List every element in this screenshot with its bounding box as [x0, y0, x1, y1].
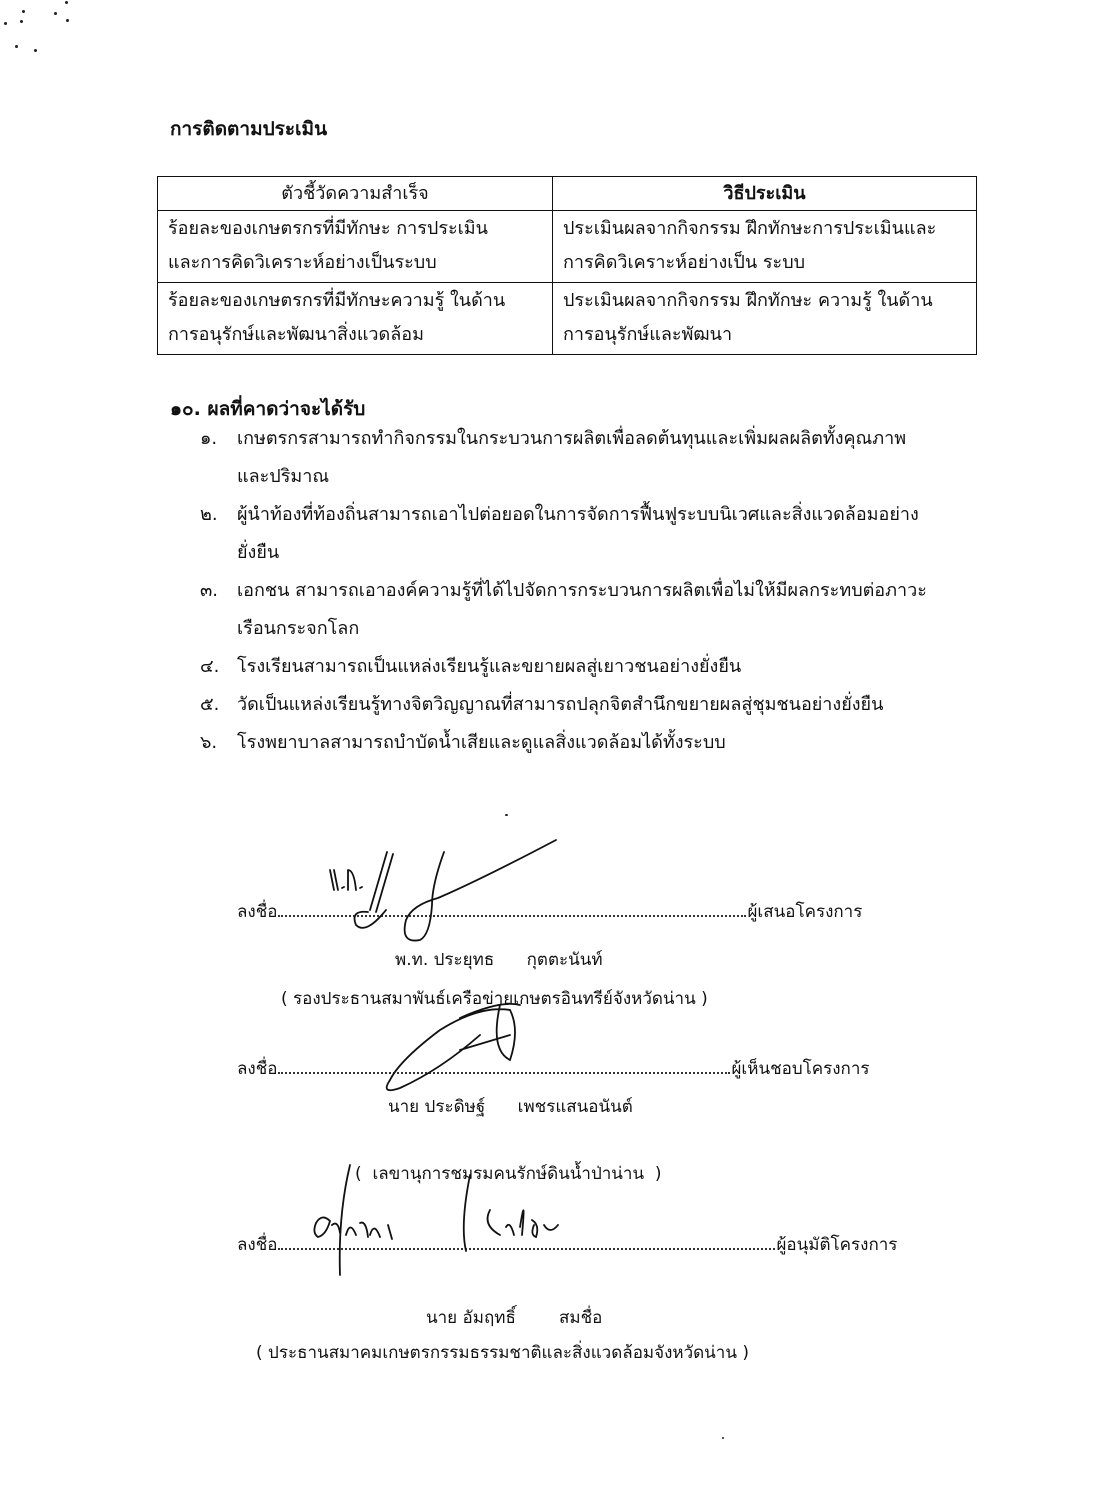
item-number: ๒. — [200, 504, 218, 525]
handwritten-signature-3 — [310, 1165, 610, 1295]
cell-line: ร้อยละของเกษตรกรที่มีทักษะ การประเมิน — [168, 218, 488, 239]
indicator-cell — [158, 283, 553, 355]
table-header-row — [158, 177, 977, 211]
signer-position: ( ประธานสมาคมเกษตรกรรมธรรมชาติและสิ่งแวดล้อมจังหวัดน่าน ) — [256, 1343, 749, 1363]
method-cell — [553, 283, 977, 355]
item-number: ๑. — [200, 428, 218, 449]
handwritten-signature-2 — [360, 990, 580, 1100]
method-cell — [553, 211, 977, 283]
scan-artifact — [722, 1437, 724, 1439]
signer-name: นาย อัมฤทธิ์ สมชื่อ — [426, 1308, 603, 1328]
cell-line: และการคิดวิเคราะห์อย่างเป็นระบบ — [168, 252, 437, 273]
column-header-method: วิธีประเมิน — [553, 177, 977, 211]
section-title-evaluation: การติดตามประเมิน — [170, 118, 328, 140]
indicator-cell — [158, 211, 553, 283]
table-row — [158, 283, 977, 355]
result-item — [200, 686, 980, 724]
handwritten-signature-1 — [320, 840, 580, 950]
signer-role: ผู้เสนอโครงการ — [747, 902, 863, 922]
item-line: โรงพยาบาลสามารถบำบัดน้ำเสียและดูแลสิ่งแวดล้อมได้ทั้งระบบ — [237, 732, 726, 753]
signer-position: ( เลขานุการชมรมคนรักษ์ดินน้ำป่าน่าน ) — [355, 1164, 662, 1184]
signer-role: ผู้เห็นชอบโครงการ — [731, 1059, 870, 1079]
item-number: ๕. — [200, 694, 220, 715]
item-number: ๖. — [200, 732, 218, 753]
cell-line: ประเมินผลจากกิจกรรม ฝึกทักษะการประเมินและ — [563, 218, 937, 239]
section-heading-expected-results: ๑๐. ผลที่คาดว่าจะได้รับ — [170, 398, 366, 420]
signer-name: นาย ประดิษฐ์ เพชรแสนอนันต์ — [388, 1097, 633, 1117]
item-line: เรือนกระจกโลก — [237, 618, 360, 639]
signer-role: ผู้อนุมัติโครงการ — [776, 1235, 898, 1255]
cell-line: การอนุรักษ์และพัฒนา — [563, 324, 733, 345]
result-item — [200, 572, 980, 648]
item-line: วัดเป็นแหล่งเรียนรู้ทางจิตวิญญาณที่สามารถปลุกจิตสำนึกขยายผลสู่ชุมชนอย่างยั่งยืน — [237, 694, 884, 715]
item-line: และปริมาณ — [237, 466, 330, 487]
sign-label: ลงชื่อ — [237, 1235, 278, 1255]
scan-artifact — [505, 814, 508, 816]
item-line: ยั่งยืน — [237, 542, 280, 563]
item-line: เกษตรกรสามารถทำกิจกรรมในกระบวนการผลิตเพื่อลดต้นทุนและเพิ่มผลผลิตทั้งคุณภาพ — [237, 428, 907, 449]
cell-line: ประเมินผลจากกิจกรรม ฝึกทักษะ ความรู้ ในด้าน — [563, 290, 933, 311]
item-line: ผู้นำท้องที่ท้องถิ่นสามารถเอาไปต่อยอดในการจัดการฟื้นฟูระบบนิเวศและสิ่งแวดล้อมอย่าง — [237, 504, 919, 525]
result-item — [200, 648, 980, 686]
signer-position: ( รองประธานสมาพันธ์เครือข่ายเกษตรอินทรีย์จังหวัดน่าน ) — [281, 989, 708, 1009]
result-item — [200, 420, 980, 496]
table-row — [158, 211, 977, 283]
cell-line: การคิดวิเคราะห์อย่างเป็น ระบบ — [563, 252, 806, 273]
cell-line: การอนุรักษ์และพัฒนาสิ่งแวดล้อม — [168, 324, 424, 345]
result-item — [200, 724, 980, 762]
sign-label: ลงชื่อ — [237, 1059, 278, 1079]
evaluation-table — [157, 176, 977, 355]
item-line: โรงเรียนสามารถเป็นแหล่งเรียนรู้และขยายผลสู่เยาวชนอย่างยั่งยืน — [237, 656, 742, 677]
item-number: ๔. — [200, 656, 220, 677]
result-item — [200, 496, 980, 572]
cell-line: ร้อยละของเกษตรกรที่มีทักษะความรู้ ในด้าน — [168, 290, 506, 311]
sign-label: ลงชื่อ — [237, 902, 278, 922]
item-number: ๓. — [200, 580, 219, 601]
signer-name: พ.ท. ประยุทธ กุตตะนันท์ — [395, 950, 603, 970]
column-header-indicator: ตัวชี้วัดความสำเร็จ — [158, 177, 553, 211]
item-line: เอกชน สามารถเอาองค์ความรู้ที่ได้ไปจัดการกระบวนการผลิตเพื่อไม่ให้มีผลกระทบต่อภาวะ — [237, 580, 927, 601]
